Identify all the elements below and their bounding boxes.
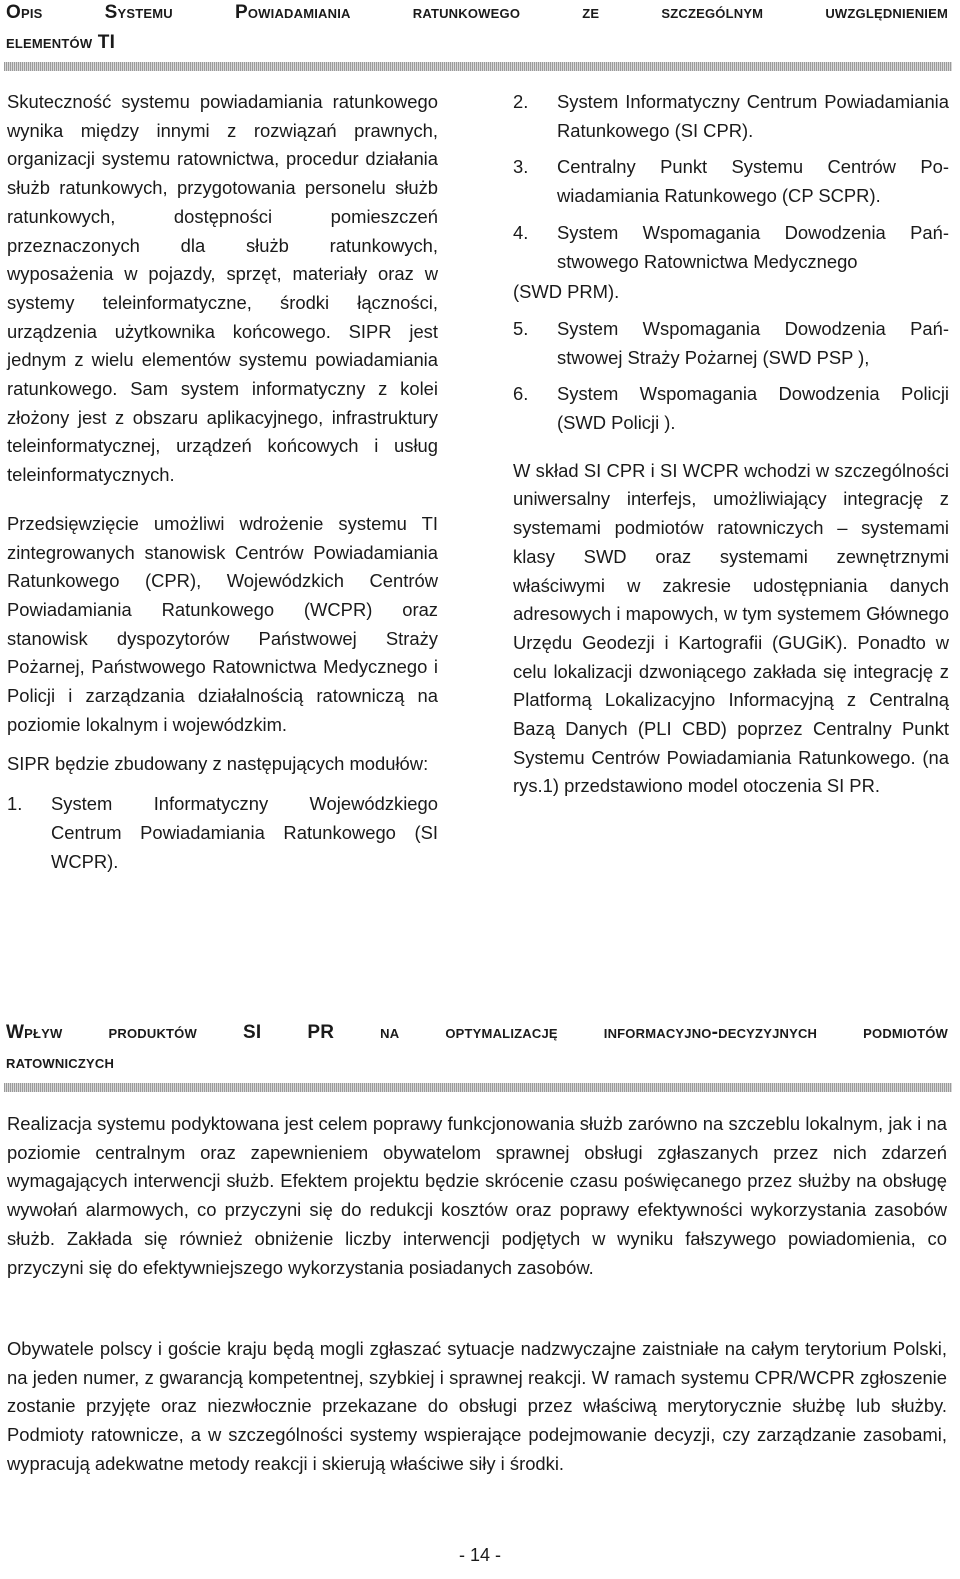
heading-line-2: ratowniczych [6, 1052, 115, 1073]
paragraph: SIPR będzie zbudowany z następujących modułów: [7, 753, 429, 775]
list-number: 5. [513, 317, 529, 339]
list-text: System Informatyczny Centrum Powiadamiania Ratunkowego (SI CPR). [557, 91, 949, 141]
heading-line-1: Opis Systemu Powiadamiania ratunkowego ze szczególnym uwzględnieniem [6, 2, 948, 23]
list-item [7, 790, 438, 876]
section-divider [4, 1083, 952, 1092]
list-text: System Informatyczny Wojewódzkiego Centrum Powiadamiania Ratunkowego (SI WCPR). [51, 793, 438, 872]
list-text: System Wspomagania Dowodzenia Państwowej Straży Pożarnej (SWD PSP ), [557, 317, 949, 368]
section-divider [4, 62, 952, 71]
list-text: System Wspomagania Dowodzenia Policji (SWD Policji ). [557, 383, 949, 434]
list-number: 4. [513, 221, 529, 243]
heading-line-1: Wpływ produktów SI PR na optymalizację informacyjno-decyzyjnych podmiotów [6, 1022, 948, 1043]
paragraph: Skuteczność systemu powiadamiania ratunkowego wynika między innymi z rozwiązań prawnych, organizacji systemu ratownictwa, procedur działania służb ratunkowych, przygotowania personelu służb ratunkowych, dostępności pomieszczeń przeznaczonych dla służb ratunkowych, wyposażenia w pojazdy, sprzęt, materiały oraz w systemy teleinformatyczne, środki łączności, urządzenia użytkownika końcowego. SIPR jest jednym z wielu elementów systemu powiadamiania ratunkowego. Sam system informatyczny z kolei złożony jest z obszaru aplikacyjnego, infrastruktury teleinformatycznej, urządzeń końcowych i usług teleinformatycznych. [7, 91, 438, 486]
right-column [513, 88, 949, 801]
list-text: System Wspomagania Dowodzenia Państwowego Ratownictwa Medycznego [557, 221, 949, 272]
list-number: 3. [513, 156, 529, 178]
list-continuation: (SWD PRM). [513, 281, 620, 303]
module-list [7, 790, 438, 876]
section-heading-si-pr-impact [6, 1018, 948, 1078]
list-number: 2. [513, 91, 529, 112]
list-item [513, 219, 949, 276]
module-list [513, 88, 949, 276]
list-text: Centralny Punkt Systemu Centrów Powiadamiania Ratunkowego (CP SCPR). [557, 156, 949, 207]
paragraph: Obywatele polscy i goście kraju będą mogli zgłaszać sytuacje nadzwyczajne zaistniałe na całym terytorium Polski, na jeden numer, z gwarancją kompetentnej, szybkiej i sprawnej reakcji. W ramach systemu CPR/WCPR zgłoszenie zostanie przyjęte oraz niezwłocznie przekazane do obsługi przez właściwą merytorycznie służbę lub służby. Podmioty ratownicze, a w szczególności systemy wspierające podejmowanie decyzji, czy zarządzanie zasobami, wypracują adekwatne metody reakcji i skierują właściwe siły i środki. [7, 1338, 947, 1474]
list-number: 6. [513, 383, 529, 405]
left-column [7, 88, 438, 876]
heading-line-2: elementów TI [6, 32, 116, 53]
list-item [513, 380, 949, 437]
paragraph: Przedsięwzięcie umożliwi wdrożenie systemu TI zintegrowanych stanowisk Centrów Powiadamiania Ratunkowego (CPR), Wojewódzkich Centrów Powiadamiania Ratunkowego (WCPR) oraz stanowisk dyspozytorów Państwowej Straży Pożarnej, Państwowego Ratownictwa Medycznego i Policji i zarządzania działalnością ratowniczą na poziomie lokalnym i wojewódzkim. [7, 512, 438, 735]
module-list [513, 315, 949, 438]
list-number: 1. [7, 793, 23, 815]
list-item [513, 88, 949, 145]
list-item [513, 315, 949, 372]
page-number: - 14 - [458, 1545, 501, 1565]
paragraph: Realizacja systemu podyktowana jest celem poprawy funkcjonowania służb zarówno na szczeblu lokalnym, jak i na poziomie centralnym oraz zapewnieniem obywatelom sprawnej obsługi zgłaszanych przez nich zdarzeń wymagających interwencji służb. Efektem projektu będzie skrócenie czasu poświęcanego przez służby na obsługę wywołań alarmowych, co przyczyni się do redukcji kosztów oraz poprawy efektywności wykorzystania zasobów służb. Zakłada się również obniżenie liczby interwencji podjętych w wyniku fałszywego powiadomienia, co przyczyni się do efektywniejszego wykorzystania posiadanych zasobów. [7, 1113, 947, 1278]
list-item [513, 153, 949, 210]
paragraph: W skład SI CPR i SI WCPR wchodzi w szczególności uniwersalny interfejs, umożliwiający integrację z systemami podmiotów ratowniczych – systemami klasy SWD oraz systemami zewnętrznymi właściwymi w zakresie udostępniania danych adresowych i mapowych, w tym systemem Głównego Urzędu Geodezji i Kartografii (GUGiK). Ponadto w celu lokalizacji dzwoniącego zakłada się integrację z Platformą Lokalizacyjno Informacyjną z Centralną Bazą Danych (PLI CBD) poprzez Centralny Punkt Systemu Centrów Powiadamiania Ratunkowego. (na rys.1) przedstawiono model otoczenia SI PR. [513, 459, 949, 797]
section-heading-system-description [6, 0, 948, 58]
